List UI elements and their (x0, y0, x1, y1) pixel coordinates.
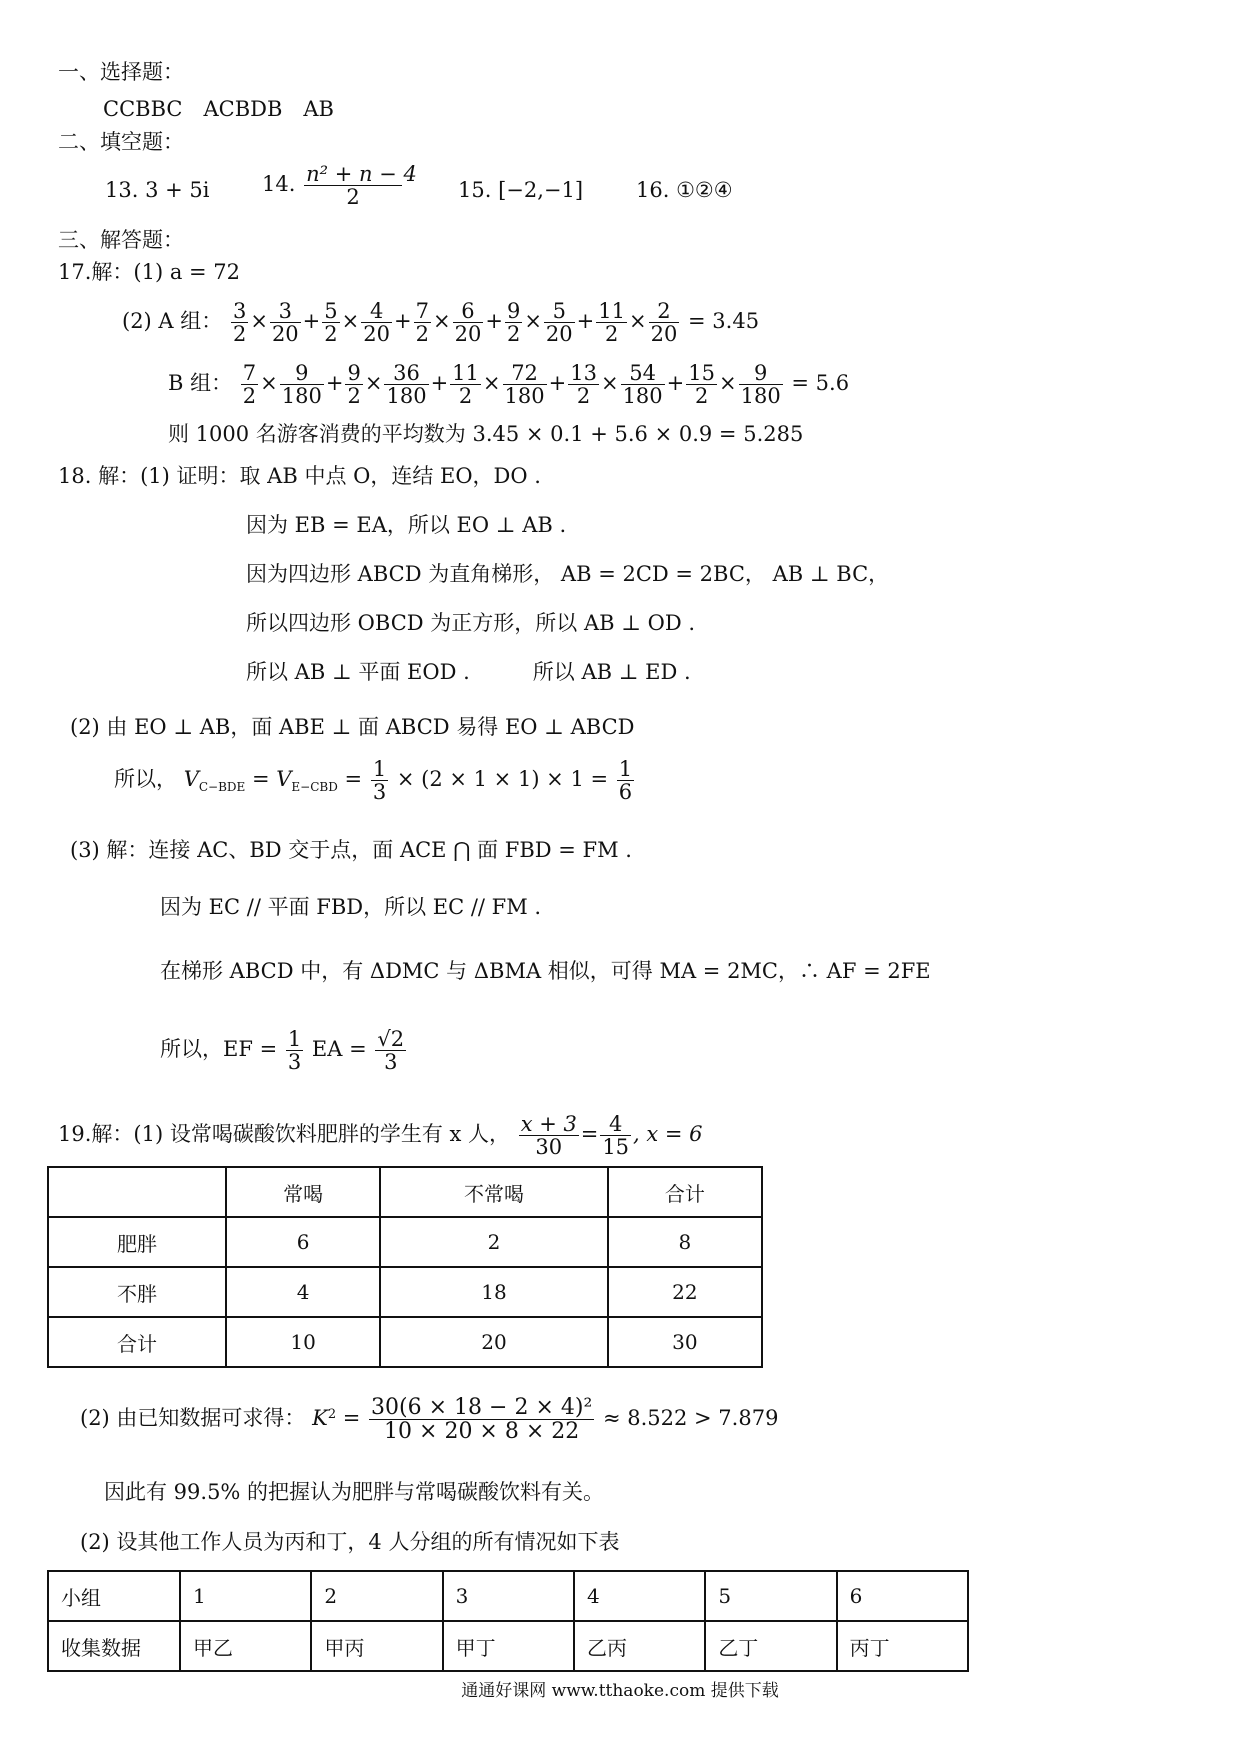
table-cell: 收集数据 (48, 1621, 180, 1671)
table-row (48, 1217, 762, 1267)
section3-title: 三、解答题： (58, 228, 184, 252)
table-cell: 常喝 (226, 1167, 380, 1217)
q18-line3: 因为四边形 ABCD 为直角梯形， AB = 2CD = 2BC， AB ⊥ BC， (246, 562, 890, 586)
table-cell: 甲丁 (443, 1621, 574, 1671)
q19-part2: (2) 设其他工作人员为丙和丁，4 人分组的所有情况如下表 (80, 1530, 620, 1554)
table-cell: 1 (180, 1571, 311, 1621)
table-cell: 10 (226, 1317, 380, 1367)
table-cell (48, 1167, 226, 1217)
table-cell: 肥胖 (48, 1217, 226, 1267)
q19-part1: 19.解：(1) 设常喝碳酸饮料肥胖的学生有 x 人， $\frac{x + 3}{30}$ = $\frac{4}{15}$ , x = 6 (58, 1112, 703, 1160)
section1-title: 一、选择题： (58, 60, 184, 84)
q18-line4: 所以四边形 OBCD 为正方形，所以 AB ⊥ OD . (246, 611, 696, 635)
q18-part3-line3: 在梯形 ABCD 中，有 ΔDMC 与 ΔBMA 相似，可得 MA = 2MC，∴ AF = 2FE (160, 959, 931, 983)
table-cell: 3 (443, 1571, 574, 1621)
q18-line2: 因为 EB = EA，所以 EO ⊥ AB . (246, 513, 567, 537)
answer-16: 16. ①②④ (636, 178, 733, 202)
table-cell: 8 (608, 1217, 762, 1267)
q17-a-group: (2) A 组： $\frac{3}{2}$ × $\frac{3}{20}$ + $\frac{5}{2}$ × $\frac{4}{20}$ + $\frac{7}{2}$ × $\frac{6}{20}$ + $\frac{9}{2}$ × $\frac{5}{20}$ + $\frac{11}{2}$ × $\frac{2}{20}$ = 3.45 (122, 299, 760, 347)
table-cell: 2 (380, 1217, 608, 1267)
table-cell: 4 (226, 1267, 380, 1317)
table-row (48, 1317, 762, 1367)
grouping-table (47, 1570, 969, 1672)
table-cell: 6 (226, 1217, 380, 1267)
answer-15: 15. [−2,−1] (458, 178, 584, 202)
table-cell: 5 (705, 1571, 836, 1621)
table-cell: 合计 (608, 1167, 762, 1217)
table-cell: 小组 (48, 1571, 180, 1621)
q18-part2: (2) 由 EO ⊥ AB，面 ABE ⊥ 面 ABCD 易得 EO ⊥ ABCD (70, 715, 635, 739)
table-cell: 乙丙 (574, 1621, 705, 1671)
contingency-table (47, 1166, 763, 1368)
q18-part1: 18. 解：(1) 证明：取 AB 中点 O，连结 EO，DO . (58, 464, 541, 488)
q19-chi-square: (2) 由已知数据可求得： $K^2$ = $\frac{\text{30(6 × 18 − 2 × 4)²}}{10 \times 20 \times 8 \times 22}$ ≈ 8.522 > 7.879 (80, 1395, 779, 1445)
q18-line5: 所以 AB ⊥ 平面 EOD . 所以 AB ⊥ ED . (246, 660, 691, 684)
table-cell: 18 (380, 1267, 608, 1317)
q18-part3-line2: 因为 EC // 平面 FBD，所以 EC // FM . (160, 895, 542, 919)
table-cell: 合计 (48, 1317, 226, 1367)
table-cell: 丙丁 (837, 1621, 968, 1671)
choice-answers: CCBBC ACBDB AB (103, 97, 334, 121)
q19-conclusion: 因此有 99.5% 的把握认为肥胖与常喝碳酸饮料有关。 (104, 1480, 605, 1504)
table-cell: 甲乙 (180, 1621, 311, 1671)
table-cell: 30 (608, 1317, 762, 1367)
table-row (48, 1167, 762, 1217)
q17-part1: 17.解：(1) a = 72 (58, 260, 241, 284)
table-row (48, 1267, 762, 1317)
table-cell: 不常喝 (380, 1167, 608, 1217)
table-cell: 甲丙 (311, 1621, 442, 1671)
table-row (48, 1571, 968, 1621)
answer-13: 13. 3 + 5i (105, 178, 210, 202)
q18-volume: 所以， $V_{C-BDE} = V_{E-CBD}$ = $\frac{1}{3}$ × (2 × 1 × 1) × 1 = $\frac{1}{6}$ (114, 757, 633, 805)
q17-b-group: B 组： $\frac{7}{2}$ × $\frac{9}{180}$ + $\frac{9}{2}$ × $\frac{36}{180}$ + $\frac{11}{2}$ × $\frac{72}{180}$ + $\frac{13}{2}$ × $\frac{54}{180}$ + $\frac{15}{2}$ × $\frac{9}{180}$ = 5.6 (168, 361, 850, 409)
table-cell: 6 (837, 1571, 968, 1621)
answer-14: 14. $\frac{\text{n² + n − 4}}{2}$ (262, 162, 417, 210)
table-cell: 20 (380, 1317, 608, 1367)
table-cell: 2 (311, 1571, 442, 1621)
table-cell: 乙丁 (705, 1621, 836, 1671)
q18-part3: (3) 解：连接 AC、BD 交于点，面 ACE ⋂ 面 FBD = FM . (70, 838, 632, 862)
table-cell: 不胖 (48, 1267, 226, 1317)
table-row (48, 1621, 968, 1671)
table-cell: 22 (608, 1267, 762, 1317)
q18-ef-result: 所以，EF = $\frac{1}{3}$ EA = $\frac{√2}{3}$ (160, 1027, 405, 1075)
page-footer: 通通好课网 www.tthaoke.com 提供下载 (461, 1681, 779, 1701)
q17-average: 则 1000 名游客消费的平均数为 3.45 × 0.1 + 5.6 × 0.9 = 5.285 (168, 422, 804, 446)
table-cell: 4 (574, 1571, 705, 1621)
section2-title: 二、填空题： (58, 130, 184, 154)
